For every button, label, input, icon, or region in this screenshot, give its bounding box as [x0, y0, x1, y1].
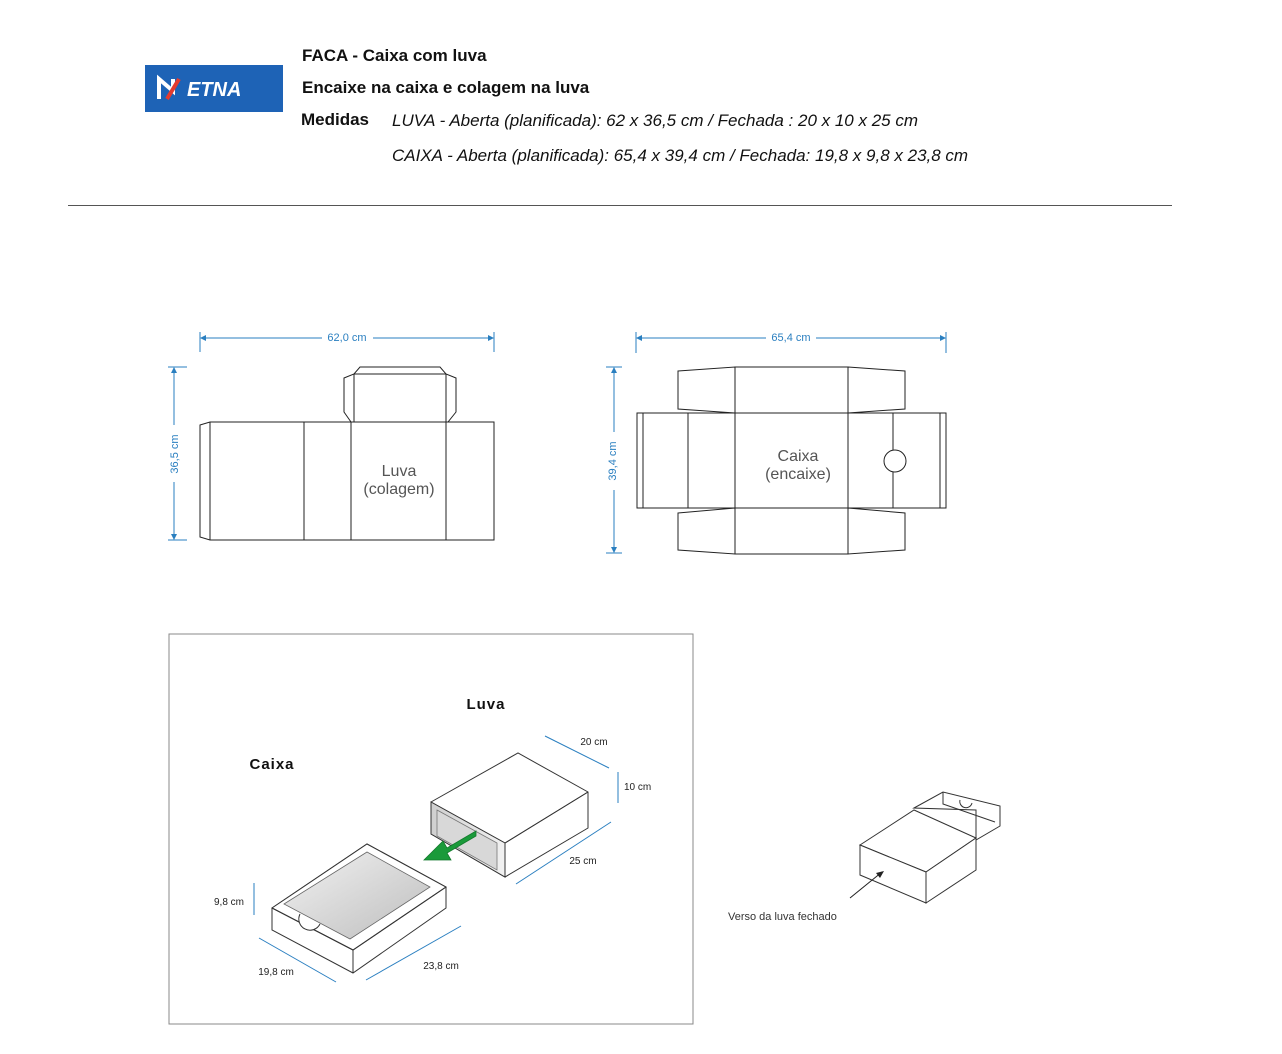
caixa-height-dim: 9,8 cm — [214, 897, 245, 908]
assembly-luva-label: Luva — [466, 696, 506, 713]
caixa-measure-text: CAIXA - Aberta (planificada): 65,4 x 39,4 cm / Fechada: 19,8 x 9,8 x 23,8 cm — [392, 146, 969, 165]
caixa-width-dim: 19,8 cm — [258, 967, 294, 978]
caixa-panel-label-2: (encaixe) — [765, 466, 831, 483]
closed-view-note: Verso da luva fechado — [728, 911, 837, 923]
caixa-height-label: 39,4 cm — [607, 441, 619, 481]
medidas-label: Medidas — [301, 110, 370, 129]
luva-panel-label-2: (colagem) — [363, 481, 435, 498]
luva-height-dim: 10 cm — [624, 782, 652, 793]
luva-width-label: 62,0 cm — [327, 332, 367, 344]
logo-text: ETNA — [187, 79, 242, 101]
closed-box-illustration — [728, 792, 1000, 923]
assembly-caixa-label: Caixa — [249, 756, 295, 773]
luva-panel-label-1: Luva — [381, 463, 417, 480]
luva-dieline — [168, 332, 494, 540]
caixa-depth-dim: 23,8 cm — [423, 961, 459, 972]
luva-width-dimension — [200, 332, 494, 352]
luva-height-dimension — [168, 367, 187, 540]
caixa-height-dimension — [606, 367, 622, 553]
caixa-width-label: 65,4 cm — [771, 332, 811, 344]
luva-measure-text: LUVA - Aberta (planificada): 62 x 36,5 cm / Fechada : 20 x 10 x 25 cm — [392, 111, 919, 130]
assembly-panel — [169, 634, 693, 1024]
luva-depth-dim: 25 cm — [569, 856, 597, 867]
page-title: FACA - Caixa com luva — [302, 46, 487, 65]
luva-height-label: 36,5 cm — [169, 434, 181, 474]
page-subtitle: Encaixe na caixa e colagem na luva — [302, 78, 590, 97]
caixa-panel-label-1: Caixa — [777, 448, 819, 465]
luva-width-dim: 20 cm — [580, 737, 608, 748]
caixa-dieline — [606, 332, 946, 554]
caixa-width-dimension — [636, 332, 946, 353]
